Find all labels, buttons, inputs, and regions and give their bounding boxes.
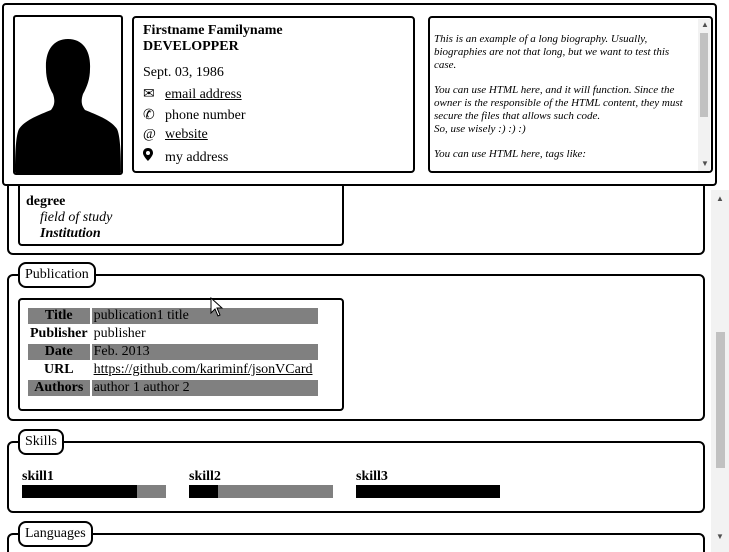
url-key: URL <box>44 362 74 377</box>
address-row <box>143 148 228 166</box>
table-row <box>28 344 318 360</box>
table-row <box>28 362 318 378</box>
skill-item <box>189 469 334 498</box>
date-value: Feb. 2013 <box>92 344 318 360</box>
bio-line: So, use wisely :) :) :) <box>434 123 526 135</box>
mouse-cursor-icon <box>210 297 224 317</box>
authors-value: author 1 author 2 <box>92 380 318 396</box>
field-of-study: field of study <box>40 210 113 225</box>
birth-date: Sept. 03, 1986 <box>143 65 224 80</box>
publication-card <box>18 298 344 411</box>
bio-paragraph <box>434 84 692 136</box>
email-link[interactable]: email address <box>165 87 242 102</box>
skill-bar-fill <box>189 485 218 498</box>
name-block <box>143 23 283 55</box>
website-link[interactable]: website <box>165 127 208 142</box>
skill-name: skill2 <box>189 469 221 484</box>
scroll-down-arrow-icon[interactable]: ▼ <box>716 532 724 541</box>
publisher-key: Publisher <box>30 326 88 341</box>
scroll-up-arrow-icon[interactable]: ▲ <box>716 194 724 203</box>
envelope-icon: ✉ <box>143 87 155 102</box>
bio-scrollbar-thumb[interactable] <box>700 33 708 117</box>
table-row <box>28 380 318 396</box>
skill-bar <box>356 485 500 498</box>
job-title: DEVELOPPER <box>143 39 239 54</box>
contact-card <box>132 16 415 173</box>
date-key: Date <box>28 344 90 360</box>
scroll-down-arrow-icon[interactable]: ▼ <box>701 159 709 168</box>
degree: degree <box>26 194 66 209</box>
website-row <box>143 127 208 145</box>
languages-legend: Languages <box>18 521 93 547</box>
title-value: publication1 title <box>92 308 318 324</box>
bio-scrollbar[interactable] <box>698 19 710 171</box>
authors-key: Authors <box>28 380 90 396</box>
scroll-up-arrow-icon[interactable]: ▲ <box>701 20 709 29</box>
person-silhouette-icon <box>15 17 121 173</box>
skill-bar <box>22 485 166 498</box>
bio-paragraph: This is an example of a long biography. Usually, biographies are not that long, but we want to test this case. <box>434 33 670 71</box>
email-row <box>143 86 242 104</box>
bio-paragraph: You can use HTML here, tags like: <box>434 148 587 160</box>
skill-name: skill3 <box>356 469 388 484</box>
url-value <box>92 362 318 378</box>
full-name: Firstname Familyname <box>143 23 283 38</box>
skill-item <box>356 469 501 498</box>
publication-legend: Publication <box>18 262 96 288</box>
skill-bar-fill <box>356 485 500 498</box>
phone-icon: ✆ <box>143 108 155 123</box>
table-row <box>28 308 318 324</box>
skill-bar-fill <box>22 485 137 498</box>
biography-text <box>434 33 692 173</box>
phone-number: phone number <box>165 108 246 123</box>
skills-legend: Skills <box>18 429 64 455</box>
institution: Institution <box>40 226 101 241</box>
skill-name: skill1 <box>22 469 54 484</box>
bio-line: You can use HTML here, and it will function. Since the owner is the responsible of the HTML content, they must secure the files that allows such code. <box>434 84 683 122</box>
profile-header <box>2 3 717 186</box>
publication-section <box>7 267 705 421</box>
phone-row <box>143 107 245 125</box>
publication-table <box>26 306 320 398</box>
biography-box[interactable] <box>428 16 713 173</box>
publisher-value: publisher <box>93 326 146 341</box>
skills-section <box>7 434 705 513</box>
map-pin-icon <box>143 148 165 166</box>
address: my address <box>165 150 229 165</box>
table-row <box>28 326 318 342</box>
skill-item <box>22 469 167 498</box>
at-sign-icon: @ <box>143 127 156 142</box>
title-key: Title <box>28 308 90 324</box>
scrollbar-thumb[interactable] <box>716 332 725 468</box>
page-scrollbar[interactable] <box>711 190 729 552</box>
skill-bar <box>189 485 333 498</box>
profile-photo <box>13 15 123 175</box>
languages-section <box>7 526 705 552</box>
publication-url-link[interactable]: https://github.com/kariminf/jsonVCard <box>93 362 313 377</box>
